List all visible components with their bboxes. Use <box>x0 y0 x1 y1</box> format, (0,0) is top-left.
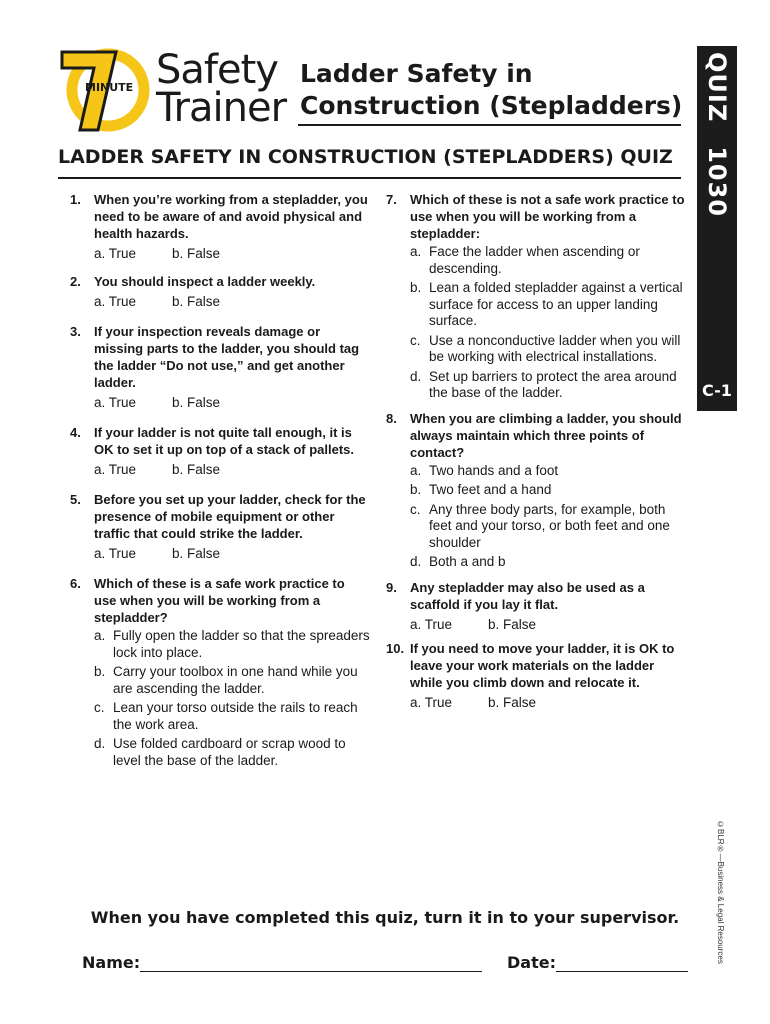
question-text: Which of these is a safe work practice to use when you will be working from a stepladder? <box>94 576 345 625</box>
question-4 <box>70 424 370 479</box>
answer-false[interactable]: b. False <box>172 462 221 477</box>
answer-false[interactable]: b. False <box>488 694 537 710</box>
answer-option[interactable]: d. Use folded cardboard or scrap wood to level the base of the ladder. <box>94 736 346 768</box>
answer-false[interactable]: b. False <box>172 294 221 309</box>
logo <box>58 44 290 134</box>
question-text: You should inspect a ladder weekly. <box>94 274 316 289</box>
answer-option[interactable]: c. Use a nonconductive ladder when you will be working with electrical installations. <box>410 332 681 364</box>
answer-option[interactable]: d. Set up barriers to protect the area around the base of the ladder. <box>410 368 677 400</box>
completion-instruction: When you have completed this quiz, turn it in to your supervisor. <box>90 908 680 927</box>
question-number: 6. <box>70 576 81 591</box>
answer-false[interactable]: b. False <box>172 246 221 261</box>
question-1 <box>70 191 370 263</box>
answer-true[interactable]: a. True <box>94 246 137 261</box>
name-input-line[interactable] <box>140 953 482 972</box>
question-8 <box>386 410 686 571</box>
question-text: Any stepladder may also be used as a scaffold if you lay it flat. <box>410 579 645 612</box>
question-text: When you are climbing a ladder, you should always maintain which three points of contact? <box>410 410 682 460</box>
questions-left-column <box>70 191 370 772</box>
answer-option[interactable]: b. Carry your toolbox in one hand while you are ascending the ladder. <box>94 664 358 696</box>
question-text: Which of these is not a safe work practice to use when you will be working from a stepladder: <box>410 192 685 241</box>
title-line1: Ladder Safety in <box>300 59 533 88</box>
answer-option[interactable]: c. Lean your torso outside the rails to reach the work area. <box>94 700 358 732</box>
questions-right-column <box>386 191 686 712</box>
question-text: If you need to move your ladder, it is OK to leave your work materials on the ladder while you climb down and relocate it. <box>410 640 675 690</box>
question-10 <box>386 640 686 712</box>
date-label: Date: <box>507 953 556 972</box>
answer-true[interactable]: a. True <box>94 546 137 561</box>
title-line2: Construction (Stepladders) <box>300 91 683 120</box>
quiz-side-tab <box>697 46 737 371</box>
copyright-notice: ©BLR®—Business & Legal Resources <box>716 820 725 964</box>
answer-false[interactable]: b. False <box>172 395 221 410</box>
question-7 <box>386 191 686 402</box>
logo-minute-text: MINUTE <box>85 81 134 94</box>
side-tab-number: 1030 <box>703 146 731 218</box>
question-number: 3. <box>70 324 81 339</box>
answer-true[interactable]: a. True <box>410 616 453 632</box>
title-divider <box>298 124 681 126</box>
answer-option[interactable]: c. Any three body parts, for example, both feet and your torso, or both feet and one shoulder <box>410 501 670 550</box>
question-text: Before you set up your ladder, check for the presence of mobile equipment or other traffic that could strike the ladder. <box>94 492 366 541</box>
answer-false[interactable]: b. False <box>488 616 537 632</box>
answer-true[interactable]: a. True <box>94 462 137 477</box>
quiz-heading: LADDER SAFETY IN CONSTRUCTION (STEPLADDERS) QUIZ <box>58 146 673 168</box>
question-number: 7. <box>386 192 397 207</box>
question-3 <box>70 323 370 412</box>
question-text: If your ladder is not quite tall enough, it is OK to set it up on top of a stack of pallets. <box>94 425 355 457</box>
question-9 <box>386 579 686 634</box>
answer-true[interactable]: a. True <box>410 694 453 710</box>
quiz-code-tab: C-1 <box>697 371 737 411</box>
logo-brand-line1: Safety <box>156 47 278 93</box>
question-text: When you’re working from a stepladder, you need to be aware of and avoid physical and health hazards. <box>94 192 368 241</box>
document-title <box>300 58 682 122</box>
question-number: 5. <box>70 492 81 507</box>
answer-option[interactable]: b. Two feet and a hand <box>410 482 552 497</box>
question-number: 2. <box>70 274 81 289</box>
question-number: 4. <box>70 425 81 440</box>
answer-option[interactable]: d. Both a and b <box>410 554 506 569</box>
answer-option[interactable]: b. Lean a folded stepladder against a vertical surface for access to an upper landing surface. <box>410 280 683 328</box>
date-field <box>507 953 688 972</box>
question-number: 9. <box>386 579 397 595</box>
answer-true[interactable]: a. True <box>94 395 137 410</box>
side-tab-label: QUIZ <box>703 52 731 123</box>
question-number: 10. <box>386 640 405 656</box>
name-label: Name: <box>82 953 141 972</box>
question-text: If your inspection reveals damage or missing parts to the ladder, you should tag the ladder “Do not use,” and get another ladder. <box>94 324 360 390</box>
answer-option[interactable]: a. Fully open the ladder so that the spreaders lock into place. <box>94 628 370 660</box>
logo-brand-line2: Trainer <box>156 85 287 131</box>
question-number: 8. <box>386 410 397 426</box>
question-2 <box>70 273 370 311</box>
answer-true[interactable]: a. True <box>94 294 137 309</box>
question-5 <box>70 491 370 563</box>
answer-option[interactable]: a. Two hands and a foot <box>410 462 559 478</box>
answer-option[interactable]: a. Face the ladder when ascending or descending. <box>410 244 640 276</box>
question-6 <box>70 575 370 769</box>
heading-divider <box>58 177 681 179</box>
name-field <box>82 953 482 972</box>
answer-false[interactable]: b. False <box>172 546 221 561</box>
question-number: 1. <box>70 192 81 207</box>
date-input-line[interactable] <box>556 953 688 972</box>
